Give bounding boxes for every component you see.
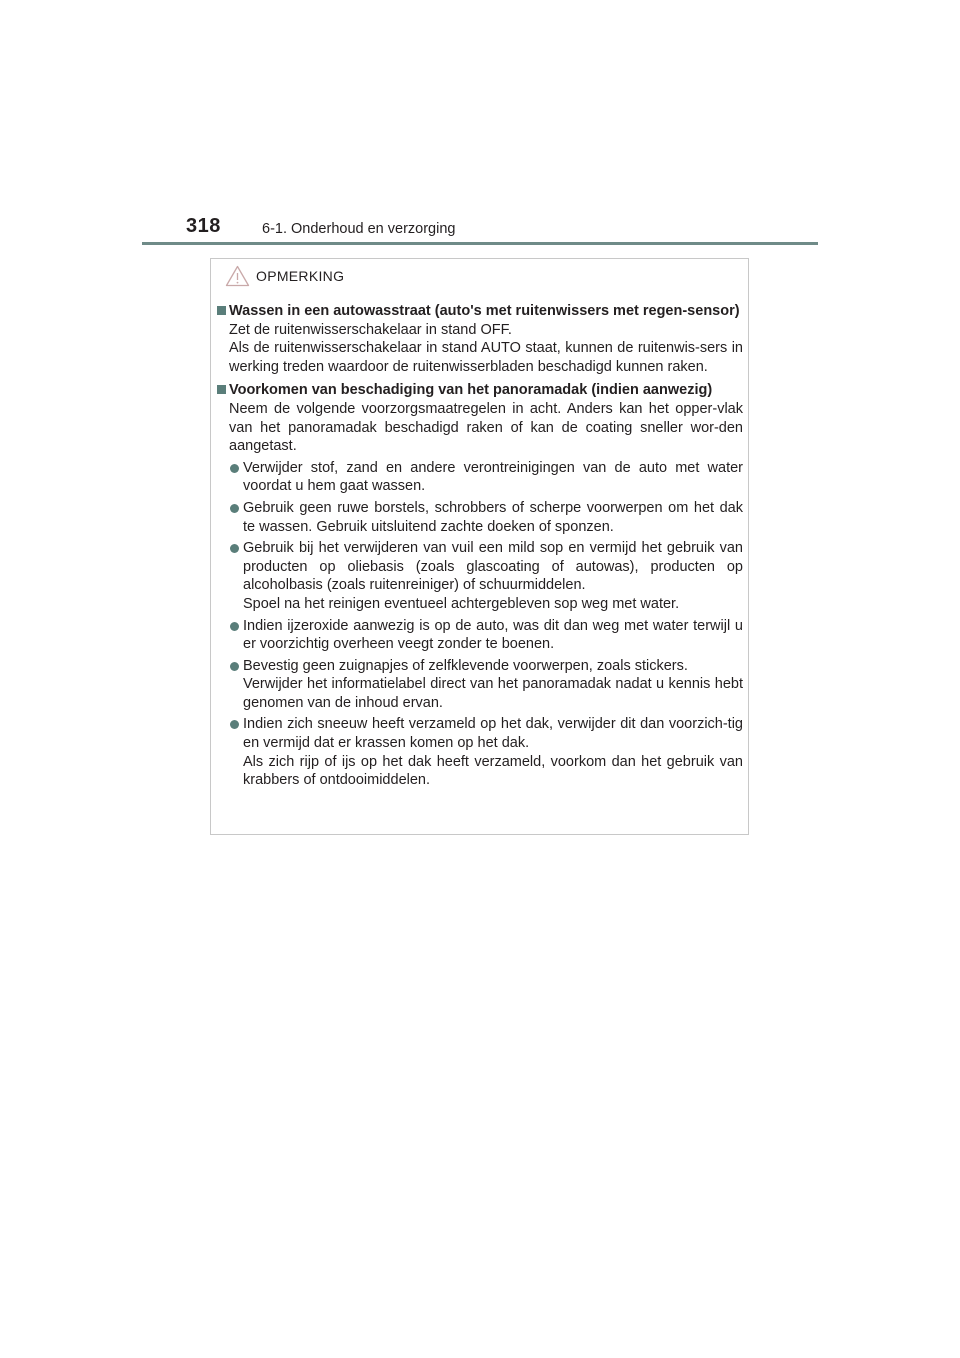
list-item: Gebruik bij het verwijderen van vuil een mild sop en vermijd het gebruik van producten op oliebasis (zoals glascoating of autowas), producten op alcoholbasis (zoals ruitenreiniger) of schuurmiddelen. Spoel na het reinigen eventueel achtergebleven sop weg met water. (217, 539, 743, 613)
page-number: 318 (186, 215, 221, 237)
circle-bullet-icon (230, 504, 239, 513)
paragraph: Zet de ruitenwisserschakelaar in stand OFF. Als de ruitenwisserschakelaar in stand AUTO staat, kunnen de ruitenwis-sers in werking treden waardoor de ruitenwisserbladen beschadigd kunnen raken. (229, 321, 743, 375)
section-title: 6-1. Onderhoud en verzorging (262, 221, 456, 237)
square-bullet-icon (217, 385, 226, 394)
notice-header (225, 263, 344, 289)
list-item: Gebruik geen ruwe borstels, schrobbers of scherpe voorwerpen om het dak te wassen. Gebruik uitsluitend zachte doeken of sponzen. (217, 499, 743, 536)
notice-body (217, 302, 743, 790)
circle-bullet-icon (230, 720, 239, 729)
notice-label: OPMERKING (256, 268, 345, 284)
circle-bullet-icon (230, 464, 239, 473)
section-heading: Voorkomen van beschadiging van het panoramadak (indien aanwezig) (217, 381, 743, 400)
circle-bullet-icon (230, 544, 239, 553)
list-item: Indien zich sneeuw heeft verzameld op het dak, verwijder dit dan voorzich-tig en vermijd dat er krassen komen op het dak. Als zich rijp of ijs op het dak heeft verzameld, voorkom dan het gebruik van krabbers of ontdooimiddelen. (217, 715, 743, 789)
list-item: Bevestig geen zuignapjes of zelfklevende voorwerpen, zoals stickers. Verwijder het informatielabel direct van het panoramadak nadat u kennis hebt genomen van de inhoud ervan. (217, 657, 743, 713)
circle-bullet-icon (230, 622, 239, 631)
list-item: Indien ijzeroxide aanwezig is op de auto, was dit dan weg met water terwijl u er voorzichtig overheen veegt zonder te boenen. (217, 617, 743, 654)
notice-box (210, 258, 749, 835)
square-bullet-icon (217, 306, 226, 315)
list-item: Verwijder stof, zand en andere verontreinigingen van de auto met water voordat u hem gaat wassen. (217, 459, 743, 496)
section-heading: Wassen in een autowasstraat (auto's met ruitenwissers met regen-sensor) (217, 302, 743, 321)
header-divider (142, 242, 818, 245)
paragraph: Neem de volgende voorzorgsmaatregelen in acht. Anders kan het opper-vlak van het panoramadak beschadigd raken of kan de coating sneller wor-den aangetast. (229, 400, 743, 455)
warning-triangle-icon (225, 265, 250, 287)
circle-bullet-icon (230, 662, 239, 671)
